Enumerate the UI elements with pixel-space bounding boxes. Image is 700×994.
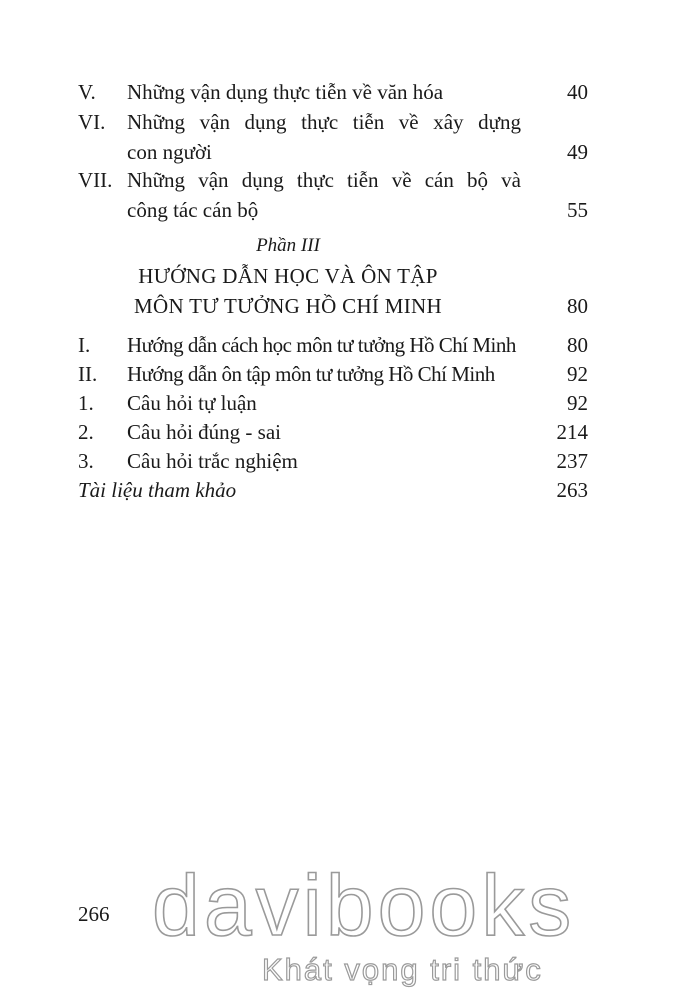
toc-entry-page: 92 bbox=[567, 391, 588, 415]
toc-entry-number: I. bbox=[78, 333, 91, 357]
page-number: 266 bbox=[78, 902, 110, 926]
toc-entry-page: 214 bbox=[556, 420, 588, 444]
toc-entry-page: 80 bbox=[567, 333, 588, 357]
toc-entry-number: 3. bbox=[78, 449, 94, 473]
toc-entry-page: 55 bbox=[567, 198, 588, 222]
toc-entry-title-line1: Những vận dụng thực tiễn về cán bộ và bbox=[127, 168, 521, 192]
toc-entry-page: 92 bbox=[567, 362, 588, 386]
toc-entry-vi bbox=[78, 108, 588, 168]
toc-entry-page: 263 bbox=[556, 478, 588, 502]
toc-entry-title: Những vận dụng thực tiễn về văn hóa bbox=[127, 80, 444, 104]
toc-entry-number: 2. bbox=[78, 420, 94, 444]
watermark-logo: davibooks bbox=[152, 858, 576, 954]
watermark-tagline: Khát vọng tri thức bbox=[262, 952, 543, 987]
toc-entry-title: Câu hỏi tự luận bbox=[127, 391, 257, 415]
toc-entry-title: Hướng dẫn cách học môn tư tưởng Hồ Chí Minh bbox=[127, 333, 516, 357]
toc-entry-number: VII. bbox=[78, 168, 113, 192]
part-title-line1: HƯỚNG DẪN HỌC VÀ ÔN TẬP bbox=[138, 264, 438, 288]
toc-entry-title-line2: con người bbox=[127, 140, 212, 164]
toc-entry-number: V. bbox=[78, 80, 96, 104]
toc-entry-vii bbox=[78, 166, 588, 226]
toc-entry-page: 49 bbox=[567, 140, 588, 164]
toc-entry-title: Câu hỏi đúng - sai bbox=[127, 420, 281, 444]
toc-entry-number: 1. bbox=[78, 391, 94, 415]
toc-entry-title-line2: công tác cán bộ bbox=[127, 198, 259, 222]
toc-entry-number: II. bbox=[78, 362, 98, 386]
part-label: Phần III bbox=[256, 235, 320, 256]
toc-entry-title-line1: Những vận dụng thực tiễn về xây dựng bbox=[127, 110, 521, 134]
toc-entry-page: 237 bbox=[556, 449, 588, 473]
toc-entry-title: Câu hỏi trắc nghiệm bbox=[127, 449, 298, 473]
part-title-line2: MÔN TƯ TƯỞNG HỒ CHÍ MINH bbox=[134, 294, 442, 318]
toc-entry-title: Hướng dẫn ôn tập môn tư tưởng Hồ Chí Minh bbox=[127, 362, 495, 386]
toc-entry-title: Tài liệu tham khảo bbox=[78, 478, 237, 502]
toc-entry-number: VI. bbox=[78, 110, 106, 134]
part-page: 80 bbox=[567, 294, 588, 318]
toc-entry-page: 40 bbox=[567, 80, 588, 104]
